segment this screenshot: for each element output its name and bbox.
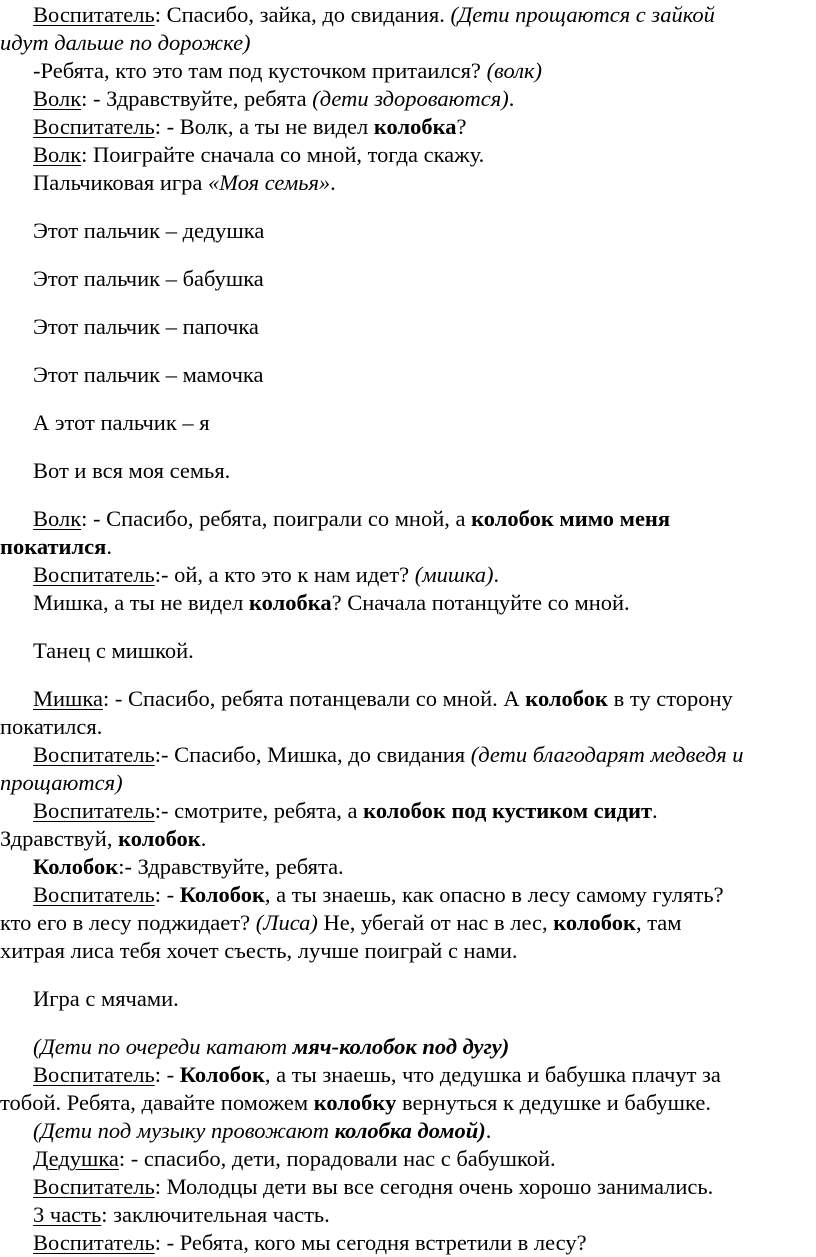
text-run: : - Спасибо, ребята потанцевали со мной. А (102, 686, 526, 711)
text-run: Воспитатель (33, 1062, 155, 1087)
text-line (0, 688, 816, 711)
text-run: Пальчиковая игра (33, 170, 209, 195)
text-run: . (106, 534, 112, 559)
text-run: Воспитатель (33, 882, 155, 907)
text-run: колобку (313, 1090, 397, 1115)
text-run: :- Здравствуйте, ребята. (118, 854, 344, 879)
text-run: прощаются) (0, 770, 123, 795)
text-run: колобка (373, 114, 457, 139)
text-run: : Поиграйте сначала со мной, тогда скажу. (81, 142, 485, 167)
text-line (0, 884, 816, 907)
text-run: : заключительная часть. (101, 1202, 330, 1227)
text-line (0, 828, 808, 851)
text-line (0, 364, 816, 387)
text-line (0, 856, 816, 879)
text-line (0, 1148, 816, 1171)
text-line (0, 1120, 816, 1143)
text-run: , а ты знаешь, что дедушка и бабушка плачут за (264, 1062, 721, 1087)
text-run: . (330, 170, 336, 195)
text-run: Волк (33, 142, 82, 167)
text-run: : - (154, 882, 180, 907)
text-run: Воспитатель (33, 742, 155, 767)
text-run: Танец с мишкой. (33, 638, 194, 663)
text-line (0, 564, 816, 587)
text-run: колобок (118, 826, 201, 851)
text-run: Колобок (179, 1062, 265, 1087)
text-run: Воспитатель (33, 2, 155, 27)
text-line (0, 800, 816, 823)
text-run: (волк) (486, 58, 543, 83)
text-run: . (652, 798, 658, 823)
text-run: (Дети прощаются с зайкой (450, 2, 715, 27)
text-run: Воспитатель (33, 1174, 155, 1199)
text-line (0, 172, 816, 195)
text-run: идут дальше по дорожке) (0, 30, 251, 55)
text-line (0, 1204, 816, 1227)
text-run: Колобок (179, 882, 265, 907)
text-line (0, 1232, 816, 1255)
text-run: колобок (525, 686, 608, 711)
text-run: колобок под кустиком сидит (363, 798, 653, 823)
text-run: : - Волк, а ты не видел (154, 114, 374, 139)
text-run: кто его в лесу поджидает? (0, 910, 256, 935)
text-line (0, 116, 816, 139)
text-line (0, 460, 816, 483)
text-run: , а ты знаешь, как опасно в лесу самому гулять? (264, 882, 724, 907)
text-run: -Ребята, кто это там под кусточком притаился? (33, 58, 487, 83)
text-run: покатился. (0, 714, 103, 739)
text-run: Колобок (33, 854, 119, 879)
text-run: Воспитатель (33, 1230, 155, 1255)
text-run: Вот и вся моя семья. (33, 458, 231, 483)
text-run: Волк (33, 86, 82, 111)
text-line (0, 1064, 816, 1087)
text-run: Этот пальчик – дедушка (33, 218, 265, 243)
text-line (0, 744, 816, 767)
text-run: Воспитатель (33, 562, 155, 587)
text-run: (Лиса) (255, 910, 318, 935)
text-line (0, 1036, 816, 1059)
text-run: Волк (33, 506, 82, 531)
text-run: Мишка, а ты не видел (33, 590, 249, 615)
text-run: Воспитатель (33, 114, 155, 139)
text-line (0, 4, 816, 27)
text-run: . (508, 86, 515, 111)
text-run: «Моя семья» (208, 170, 331, 195)
text-run: в ту сторону (607, 686, 733, 711)
text-run: мяч-колобок под дугу) (292, 1034, 510, 1059)
text-line (0, 940, 808, 963)
text-run: , там (635, 910, 682, 935)
text-run: вернуться к дедушке и бабушке. (396, 1090, 711, 1115)
text-line (0, 220, 816, 243)
text-run: : - спасибо, дети, порадовали нас с бабушкой. (118, 1146, 556, 1171)
text-line (0, 508, 816, 531)
text-run: : - Здравствуйте, ребята (81, 86, 313, 111)
text-run: А этот пальчик – я (33, 410, 210, 435)
text-run: покатился (0, 534, 107, 559)
text-run: . (493, 562, 500, 587)
text-run: : Спасибо, зайка, до свидания. (154, 2, 451, 27)
text-run: Этот пальчик – бабушка (33, 266, 264, 291)
text-run: Этот пальчик – папочка (33, 314, 259, 339)
text-line (0, 640, 816, 663)
text-run: колобка (249, 590, 332, 615)
text-run: :- смотрите, ребята, а (154, 798, 364, 823)
text-line (0, 412, 816, 435)
text-run: 3 часть (33, 1202, 102, 1227)
text-run: . (485, 1118, 492, 1143)
text-line (0, 1176, 816, 1199)
text-run: тобой. Ребята, давайте поможем (0, 1090, 314, 1115)
text-run: . (200, 826, 207, 851)
text-run: ? Сначала потанцуйте со мной. (331, 590, 630, 615)
text-line (0, 772, 808, 795)
text-line (0, 1092, 808, 1115)
text-line (0, 144, 816, 167)
text-run: хитрая лиса тебя хочет съесть, лучше поиграй с нами. (0, 938, 518, 963)
text-run: : - Спасибо, ребята, поиграли со мной, а (81, 506, 472, 531)
text-run: колобка домой) (334, 1118, 486, 1143)
text-run: (Дети под музыку провожают (33, 1118, 335, 1143)
text-run: Мишка (33, 686, 103, 711)
text-line (0, 912, 808, 935)
text-run: Здравствуй, (0, 826, 119, 851)
text-line (0, 536, 808, 559)
text-line (0, 592, 816, 615)
text-line (0, 268, 816, 291)
text-run: (Дети по очереди катают (33, 1034, 293, 1059)
text-line (0, 88, 816, 111)
text-run: (мишка) (414, 562, 494, 587)
text-line (0, 60, 816, 83)
text-run: Дедушка (33, 1146, 119, 1171)
text-run: ? (456, 114, 467, 139)
text-run: Воспитатель (33, 798, 155, 823)
text-run: (дети здороваются) (312, 86, 509, 111)
text-run: : - Ребята, кого мы сегодня встретили в лесу? (154, 1230, 587, 1255)
text-run: : - (154, 1062, 180, 1087)
text-run: колобок (553, 910, 636, 935)
text-run: колобок мимо меня (471, 506, 671, 531)
text-run: Не, убегай от нас в лес, (317, 910, 554, 935)
text-line (0, 988, 816, 1011)
text-line (0, 32, 808, 55)
text-run: Игра с мячами. (33, 986, 179, 1011)
text-line (0, 716, 808, 739)
text-line (0, 316, 816, 339)
text-run: Этот пальчик – мамочка (33, 362, 264, 387)
text-run: :- Спасибо, Мишка, до свидания (154, 742, 471, 767)
text-run: :- ой, а кто это к нам идет? (154, 562, 415, 587)
text-run: (дети благодарят медведя и (470, 742, 744, 767)
text-run: : Молодцы дети вы все сегодня очень хорошо занимались. (154, 1174, 714, 1199)
